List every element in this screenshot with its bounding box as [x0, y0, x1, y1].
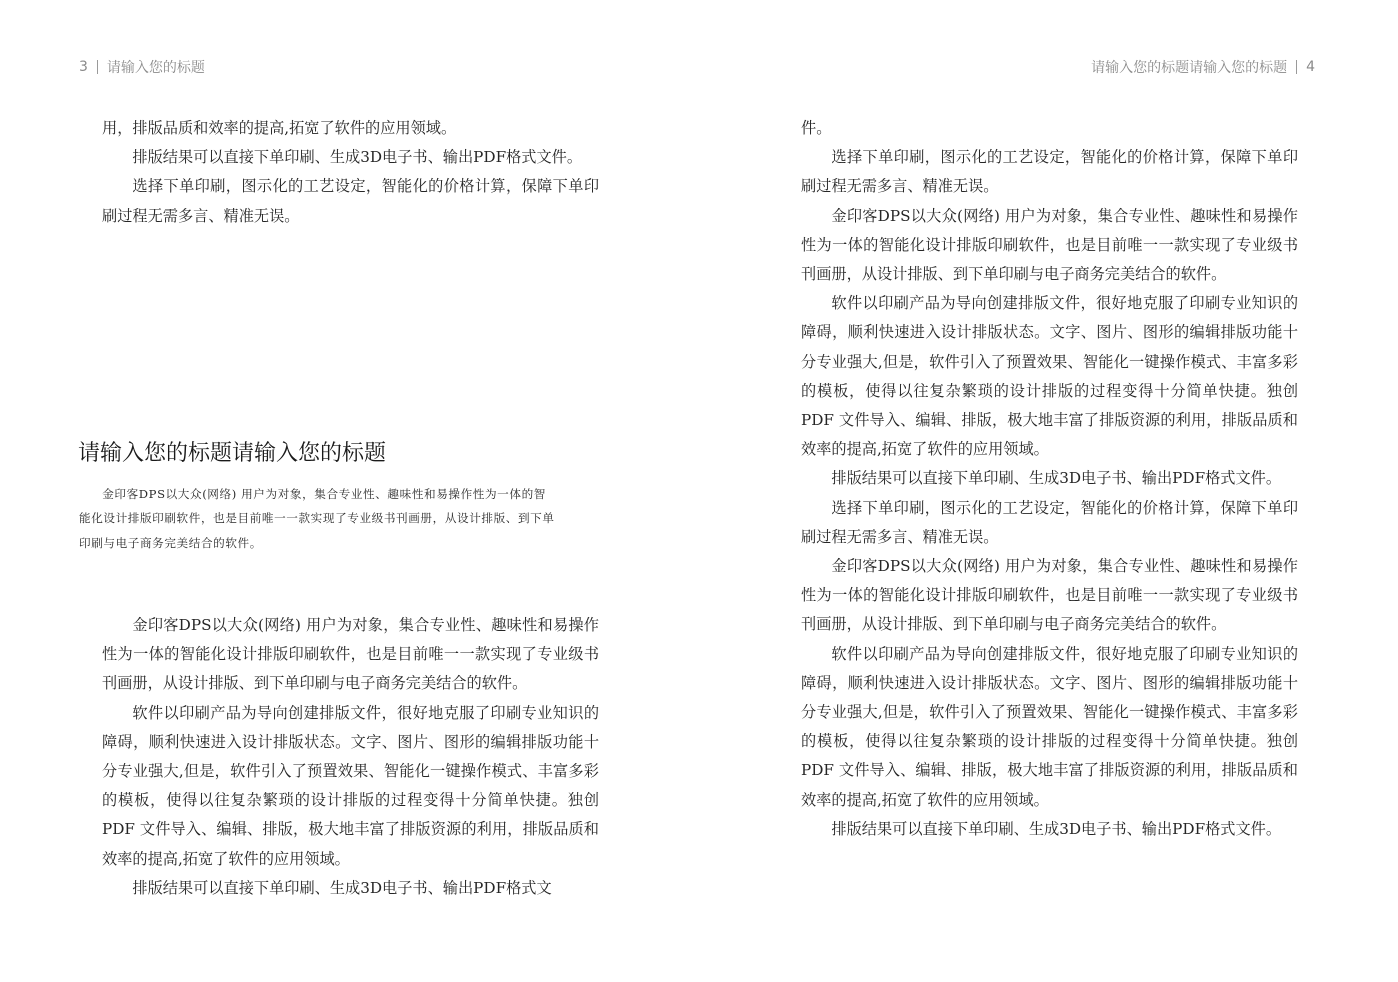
paragraph: 排版结果可以直接下单印刷、生成3D电子书、输出PDF格式文件。	[831, 819, 1282, 838]
right-text	[801, 114, 1298, 844]
paragraph: 软件以印刷产品为导向创建排版文件，很好地克服了印刷专业知识的障碍，顺利快速进入设计排版状态。文字、图片、图形的编辑排版功能十分专业强大,但是，软件引入了预置效果、智能化一键操作模式、丰富多彩的模板，使得以往复杂繁琐的设计排版的过程变得十分简单快捷。独创PDF 文件导入、编辑、排版，极大地丰富了排版资源的利用，排版品质和效率的提高,拓宽了软件的应用领域。	[801, 294, 1298, 459]
section-intro	[79, 482, 555, 555]
header-separator	[1296, 60, 1297, 74]
paragraph: 软件以印刷产品为导向创建排版文件，很好地克服了印刷专业知识的障碍，顺利快速进入设计排版状态。文字、图片、图形的编辑排版功能十分专业强大,但是，软件引入了预置效果、智能化一键操作模式、丰富多彩的模板，使得以往复杂繁琐的设计排版的过程变得十分简单快捷。独创PDF 文件导入、编辑、排版，极大地丰富了排版资源的利用，排版品质和效率的提高,拓宽了软件的应用领域。	[102, 703, 599, 868]
paragraph: 金印客DPS以大众(网络) 用户为对象，集合专业性、趣味性和易操作性为一体的智能化设计排版印刷软件，也是目前唯一一款实现了专业级书刊画册，从设计排版、到下单印刷与电子商务完美结合的软件。	[801, 557, 1298, 634]
paragraph: 排版结果可以直接下单印刷、生成3D电子书、输出PDF格式文件。	[831, 469, 1282, 488]
left-page-number: 3	[79, 59, 88, 75]
paragraph: 选择下单印刷，图示化的工艺设定，智能化的价格计算，保障下单印刷过程无需多言、精准无误。	[102, 177, 599, 225]
paragraph: 金印客DPS以大众(网络) 用户为对象，集合专业性、趣味性和易操作性为一体的智能化设计排版印刷软件，也是目前唯一一款实现了专业级书刊画册，从设计排版、到下单印刷与电子商务完美结合的软件。	[801, 206, 1298, 284]
paragraph: 金印客DPS以大众(网络) 用户为对象，集合专业性、趣味性和易操作性为一体的智能化设计排版印刷软件，也是目前唯一一款实现了专业级书刊画册，从设计排版、到下单印刷与电子商务完美结合的软件。	[102, 616, 599, 693]
header-separator	[97, 60, 98, 74]
paragraph: 排版结果可以直接下单印刷、生成3D电子书、输出PDF格式文	[132, 878, 552, 897]
right-page-header-title: 请输入您的标题请输入您的标题	[1091, 60, 1288, 76]
left-page-header	[79, 57, 205, 77]
left-bottom-text	[102, 611, 599, 903]
paragraph: 选择下单印刷，图示化的工艺设定，智能化的价格计算，保障下单印刷过程无需多言、精准无误。	[801, 148, 1298, 196]
section-title: 请输入您的标题请输入您的标题	[78, 441, 387, 466]
paragraph: 排版结果可以直接下单印刷、生成3D电子书、输出PDF格式文件。	[132, 148, 583, 167]
left-top-text	[102, 114, 599, 231]
paragraph: 用，排版品质和效率的提高,拓宽了软件的应用领域。	[102, 119, 457, 137]
right-page-header	[1091, 57, 1315, 77]
paragraph: 选择下单印刷，图示化的工艺设定，智能化的价格计算，保障下单印刷过程无需多言、精准无误。	[801, 498, 1298, 546]
right-page-number: 4	[1306, 59, 1315, 75]
paragraph: 软件以印刷产品为导向创建排版文件，很好地克服了印刷专业知识的障碍，顺利快速进入设计排版状态。文字、图片、图形的编辑排版功能十分专业强大,但是，软件引入了预置效果、智能化一键操作模式、丰富多彩的模板，使得以往复杂繁琐的设计排版的过程变得十分简单快捷。独创PDF 文件导入、编辑、排版，极大地丰富了排版资源的利用，排版品质和效率的提高,拓宽了软件的应用领域。	[801, 644, 1298, 809]
paragraph: 件。	[801, 119, 832, 137]
right-page	[699, 0, 1398, 982]
left-page-header-title: 请输入您的标题	[106, 60, 205, 76]
intro-paragraph: 金印客DPS以大众(网络) 用户为对象，集合专业性、趣味性和易操作性为一体的智能化设计排版印刷软件，也是目前唯一一款实现了专业级书刊画册，从设计排版、到下单印刷与电子商务完美结合的软件。	[79, 487, 555, 550]
